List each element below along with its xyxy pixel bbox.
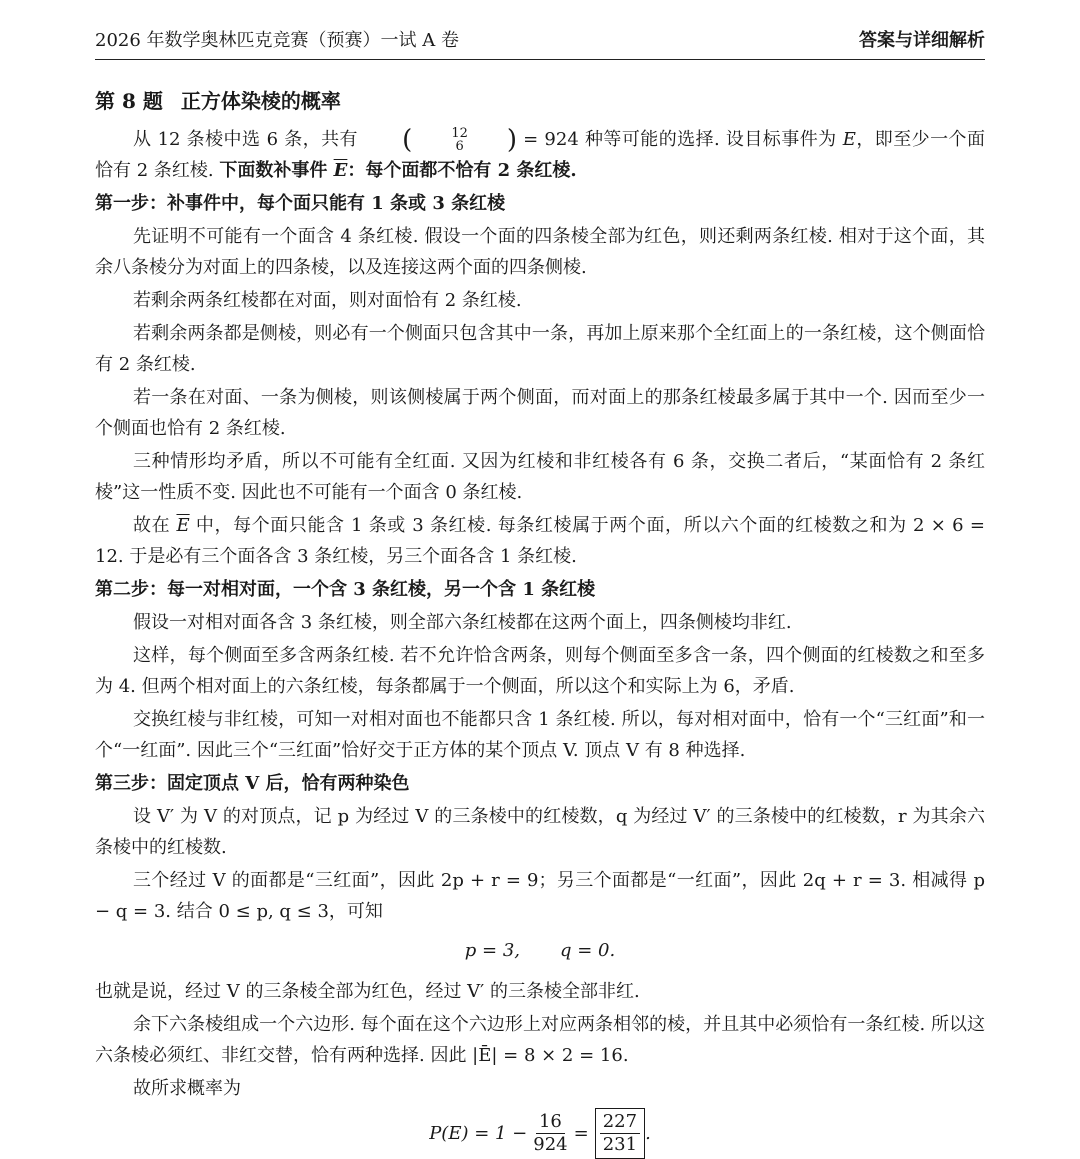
final-answer-equation: P(E) = 1 − $\frac{16}{924}$ = $\frac{227}{231}$ . <box>95 1108 985 1159</box>
binomial-coefficient: ( 12 6 ) <box>402 125 518 155</box>
step1-paragraph: 若剩余两条都是侧棱，则必有一个侧面只包含其中一条，再加上原来那个全红面上的一条红棱，这个侧面恰有 2 条红棱. <box>95 323 985 375</box>
step3-paragraph: 余下六条棱组成一个六边形. 每个面在这个六边形上对应两条相邻的棱，并且其中必须恰有一条红棱. 所以这六条棱必须红、非红交替，恰有两种选择. 因此 |Ē| = 8 × 2 = 16. <box>95 1014 985 1066</box>
solution-body <box>95 86 985 1159</box>
running-header <box>95 26 985 60</box>
step2-paragraph: 假设一对相对面各含 3 条红棱，则全部六条红棱都在这两个面上，四条侧棱均非红. <box>133 612 792 633</box>
fraction: $\frac{16}{924}$ <box>533 1111 568 1155</box>
step1-paragraph: 先证明不可能有一个面含 4 条红棱. 假设一个面的四条棱全部为红色，则还剩两条红棱. 相对于这个面，其余八条棱分为对面上的四条棱，以及连接这两个面的四条侧棱. <box>95 226 985 278</box>
step3-paragraph: 设 V′ 为 V 的对顶点，记 p 为经过 V 的三条棱中的红棱数，q 为经过 V′ 的三条棱中的红棱数，r 为其余六条棱中的红棱数. <box>95 806 985 858</box>
header-left: 2026 年数学奥林匹克竞赛（预赛）一试 A 卷 <box>95 30 459 51</box>
step2-paragraph: 交换红棱与非红棱，可知一对相对面也不能都只含 1 条红棱. 所以，每对相对面中，恰有一个“三红面”和一个“一红面”. 因此三个“三红面”恰好交于正方体的某个顶点 V. 顶点 V 有 8 种选择. <box>95 709 985 761</box>
step2-heading: 第二步：每一对相对面，一个含 3 条红棱，另一个含 1 条红棱 <box>95 579 596 600</box>
problem-name: 正方体染棱的概率 <box>180 89 341 113</box>
step1-paragraph: 三种情形均矛盾，所以不可能有全红面. 又因为红棱和非红棱各有 6 条，交换二者后，“某面恰有 2 条红棱”这一性质不变. 因此也不可能有一个面含 0 条红棱. <box>95 451 985 503</box>
step1-heading: 第一步：补事件中，每个面只能有 1 条或 3 条红棱 <box>95 193 506 214</box>
problem-title <box>95 86 985 116</box>
step3-paragraph: 故所求概率为 <box>133 1078 241 1099</box>
step1-paragraph: 故在 $\overline{E}$ 中，每个面只能含 1 条或 3 条红棱. 每条红棱属于两个面，所以六个面的红棱数之和为 2 × 6 = 12. 于是必有三个面各含 3 条红棱，另三个面各含 1 条红棱. <box>95 515 985 567</box>
step3-paragraph: 三个经过 V 的面都是“三红面”，因此 2p + r = 9；另三个面都是“一红面”，因此 2q + r = 3. 相减得 p − q = 3. 结合 0 ≤ p, q ≤ 3，可知 <box>95 870 985 922</box>
display-equation: p = 3, q = 0. <box>464 940 616 961</box>
step1-paragraph: 若一条在对面、一条为侧棱，则该侧棱属于两个侧面，而对面上的那条红棱最多属于其中一个. 因而至少一个侧面也恰有 2 条红棱. <box>95 387 985 439</box>
step2-paragraph: 这样，每个侧面至多含两条红棱. 若不允许恰含两条，则每个侧面至多含一条，四个侧面的红棱数之和至多为 4. 但两个相对面上的六条红棱，每条都属于一个侧面，所以这个和实际上为 6，矛盾. <box>95 645 985 697</box>
step3-paragraph: 也就是说，经过 V 的三条棱全部为红色，经过 V′ 的三条棱全部非红. <box>95 981 640 1002</box>
boxed-answer <box>595 1108 645 1159</box>
problem-number: 第 8 题 <box>95 89 163 113</box>
step3-heading: 第三步：固定顶点 V 后，恰有两种染色 <box>95 773 410 794</box>
answer-fraction: $\frac{227}{231}$ <box>600 1111 640 1156</box>
step1-paragraph: 若剩余两条红棱都在对面，则对面恰有 2 条红棱. <box>133 290 522 311</box>
header-right: 答案与详细解析 <box>859 30 985 51</box>
intro-paragraph: 从 12 条棱中选 6 条，共有 ( 12 6 ) = 924 种等可能的选择. 设目标事件为 E，即至少一个面恰有 2 条红棱. 下面数补事件 $\overline{E}$：每个面都不恰有 2 条红棱. <box>95 125 985 181</box>
